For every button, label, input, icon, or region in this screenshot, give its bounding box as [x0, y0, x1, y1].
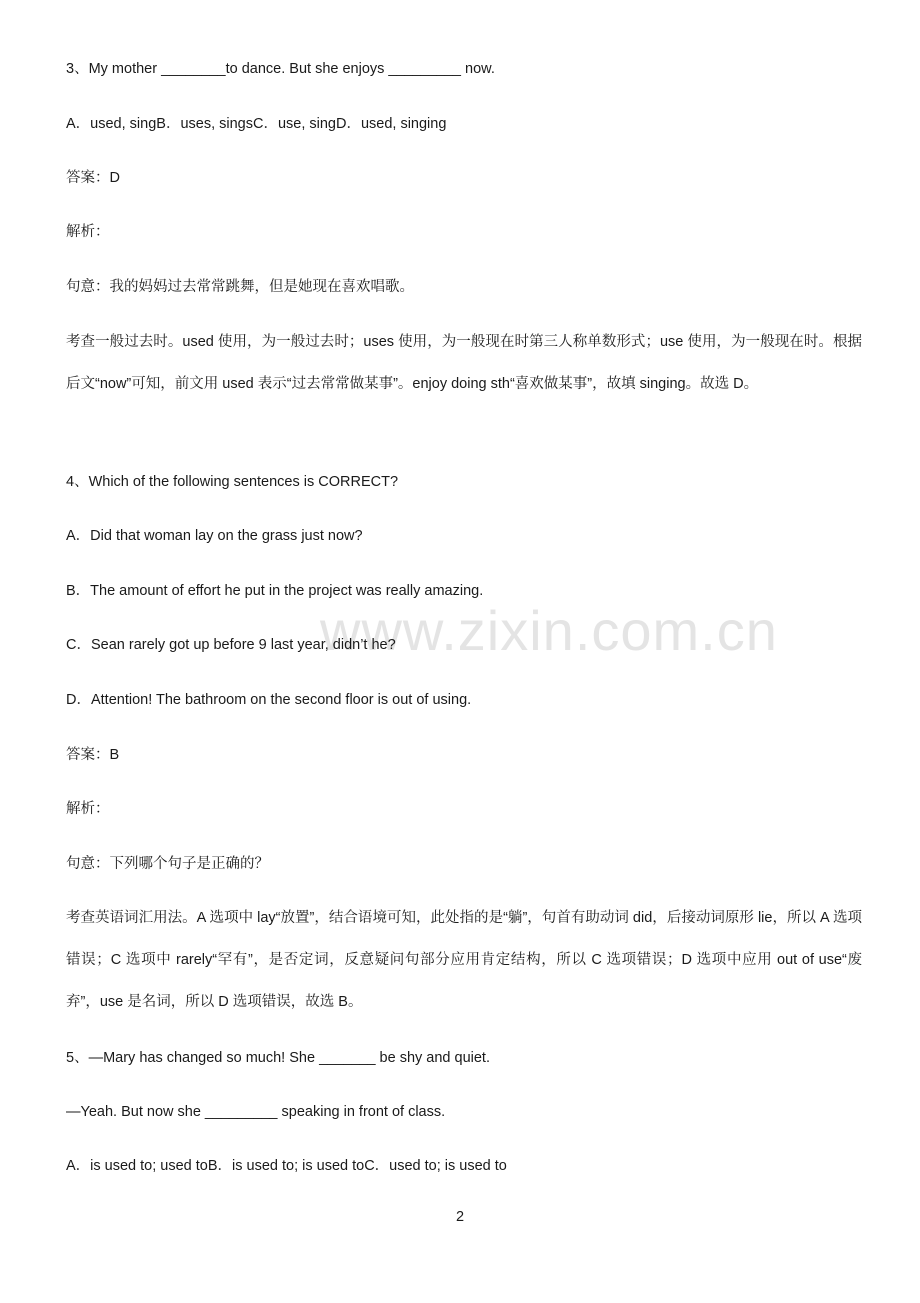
- q4-answer: 答案：B: [66, 747, 120, 763]
- q3-answer: 答案：D: [66, 170, 120, 186]
- q4-meaning: 句意：下列哪个句子是正确的？: [66, 856, 269, 872]
- q3-analysis-label: 解析：: [66, 224, 110, 240]
- q4-option-a: A．Did that woman lay on the grass just now?: [66, 528, 363, 544]
- q3-meaning: 句意：我的妈妈过去常常跳舞，但是她现在喜欢唱歌。: [66, 279, 414, 295]
- q4-analysis-label: 解析：: [66, 801, 110, 817]
- page-number: 2: [455, 1209, 465, 1225]
- q4-option-b: B．The amount of effort he put in the project was really amazing.: [66, 583, 484, 599]
- q5-question-line2: —Yeah. But now she _________ speaking in front of class.: [66, 1104, 446, 1120]
- q4-question: 4、Which of the following sentences is CORRECT?: [66, 474, 399, 490]
- q5-question-line1: 5、—Mary has changed so much! She _______ be shy and quiet.: [66, 1050, 490, 1066]
- q4-option-c: C．Sean rarely got up before 9 last year, didn’t he?: [66, 637, 396, 653]
- q4-explanation: 考查英语词汇用法。A 选项中 lay“放置”，结合语境可知，此处指的是“躺”，句首有助动词 did，后接动词原形 lie，所以 A 选项错误；C 选项中 rarely“罕有”，是否定词，反意疑问句部分应用肯定结构，所以 C 选项错误；D 选项中应用 out of use“废弃”，use 是名词，所以 D 选项错误，故选 B。: [66, 910, 862, 1010]
- q3-question: 3、My mother ________to dance. But she enjoys _________ now.: [66, 61, 495, 77]
- q3-options: A．used, singB．uses, singsC．use, singD．used, singing: [66, 116, 447, 132]
- q3-explanation: 考查一般过去时。used 使用，为一般过去时；uses 使用，为一般现在时第三人称单数形式；use 使用，为一般现在时。根据后文“now”可知，前文用 used 表示“过去常常做某事”。enjoy doing sth“喜欢做某事”，故填 singing。故选 D。: [66, 334, 862, 392]
- q5-options: A．is used to; used toB．is used to; is used toC．used to; is used to: [66, 1158, 507, 1174]
- watermark: www.zixin.com.cn: [320, 599, 778, 662]
- q4-option-d: D．Attention! The bathroom on the second floor is out of using.: [66, 692, 472, 708]
